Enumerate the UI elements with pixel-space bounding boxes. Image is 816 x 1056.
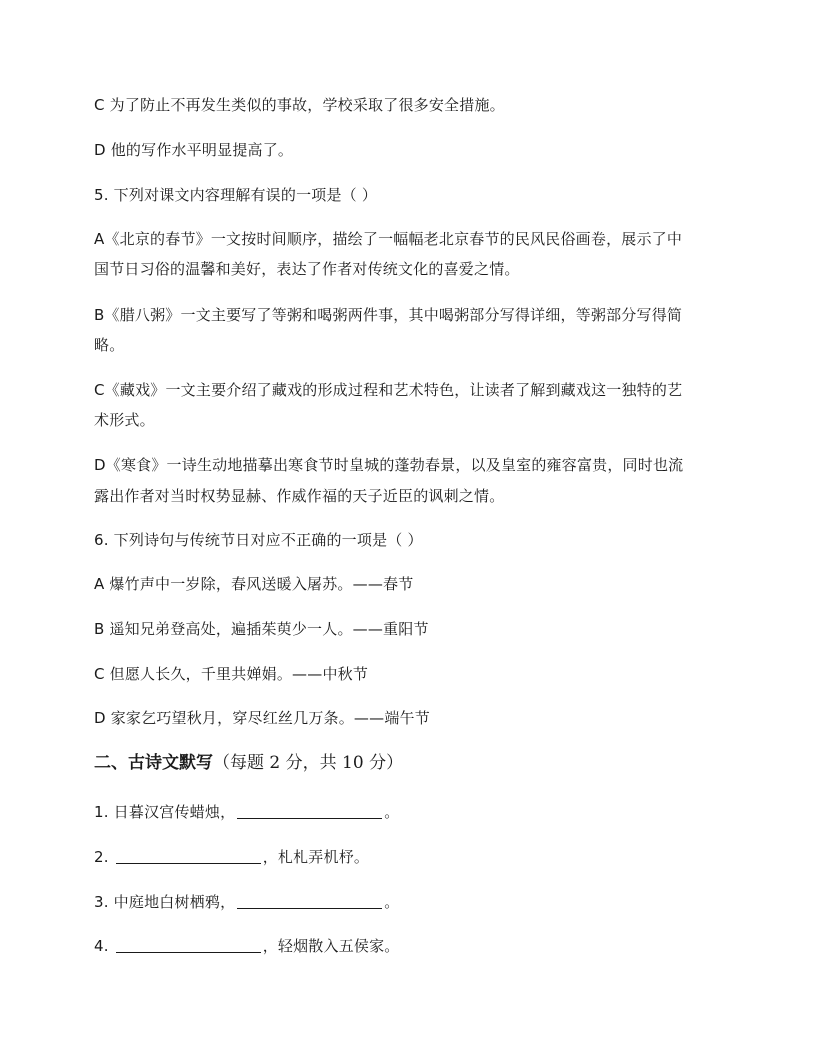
q6-option-d: D 家家乞巧望秋月，穿尽红丝几万条。——端午节: [94, 709, 430, 727]
fill-item-2-prefix: 2.: [94, 848, 114, 866]
q5-option-a-line2: 国节日习俗的温馨和美好，表达了作者对传统文化的喜爱之情。: [94, 260, 520, 278]
fill-item-1: [94, 797, 734, 827]
option-c-line: C 为了防止不再发生类似的事故，学校采取了很多安全措施。: [94, 96, 505, 114]
section-2-score-note: （每题 2 分，共 10 分）: [213, 753, 404, 773]
q5-option-c-line1: C《藏戏》一文主要介绍了藏戏的形成过程和艺术特色，让读者了解到藏戏这一独特的艺: [94, 381, 683, 399]
answer-blank-4[interactable]: [116, 936, 261, 953]
fill-item-4-suffix: ，轻烟散入五侯家。: [262, 937, 400, 955]
fill-item-1-prefix: 1. 日暮汉宫传蜡烛，: [94, 803, 236, 821]
fill-item-4: [94, 931, 734, 961]
answer-blank-1[interactable]: [237, 802, 382, 819]
q6-option-b: B 遥知兄弟登高处，遍插茱萸少一人。——重阳节: [94, 620, 429, 638]
q6-option-c: C 但愿人长久，千里共婵娟。——中秋节: [94, 665, 369, 683]
fill-item-1-suffix: 。: [384, 803, 400, 821]
answer-blank-2[interactable]: [116, 847, 261, 864]
fill-item-3-prefix: 3. 中庭地白树栖鸦，: [94, 893, 236, 911]
fill-item-2-suffix: ，札札弄机杼。: [262, 848, 370, 866]
section-2-title: 二、古诗文默写: [94, 753, 213, 773]
fill-item-3-suffix: 。: [384, 893, 400, 911]
answer-blank-3[interactable]: [237, 892, 382, 909]
fill-item-4-prefix: 4.: [94, 937, 114, 955]
q5-option-b-line1: B《腊八粥》一文主要写了等粥和喝粥两件事，其中喝粥部分写得详细，等粥部分写得简: [94, 306, 683, 324]
fill-item-2: [94, 842, 734, 872]
q6-option-a: A 爆竹声中一岁除，春风送暖入屠苏。——春节: [94, 575, 414, 593]
q5-option-d-line1: D《寒食》一诗生动地描摹出寒食节时皇城的蓬勃春景，以及皇室的雍容富贵，同时也流: [94, 456, 684, 474]
section-2-heading: [94, 748, 403, 778]
q5-option-d-line2: 露出作者对当时权势显赫、作威作福的天子近臣的讽刺之情。: [94, 487, 505, 505]
option-d-line: D 他的写作水平明显提高了。: [94, 141, 294, 159]
q5-option-b-line2: 略。: [94, 336, 125, 354]
fill-item-3: [94, 887, 734, 917]
question-5-text: 5. 下列对课文内容理解有误的一项是（ ）: [94, 186, 378, 204]
q5-option-c-line2: 术形式。: [94, 411, 155, 429]
q5-option-a-line1: A《北京的春节》一文按时间顺序，描绘了一幅幅老北京春节的民风民俗画卷，展示了中: [94, 230, 683, 248]
question-6-text: 6. 下列诗句与传统节日对应不正确的一项是（ ）: [94, 531, 423, 549]
